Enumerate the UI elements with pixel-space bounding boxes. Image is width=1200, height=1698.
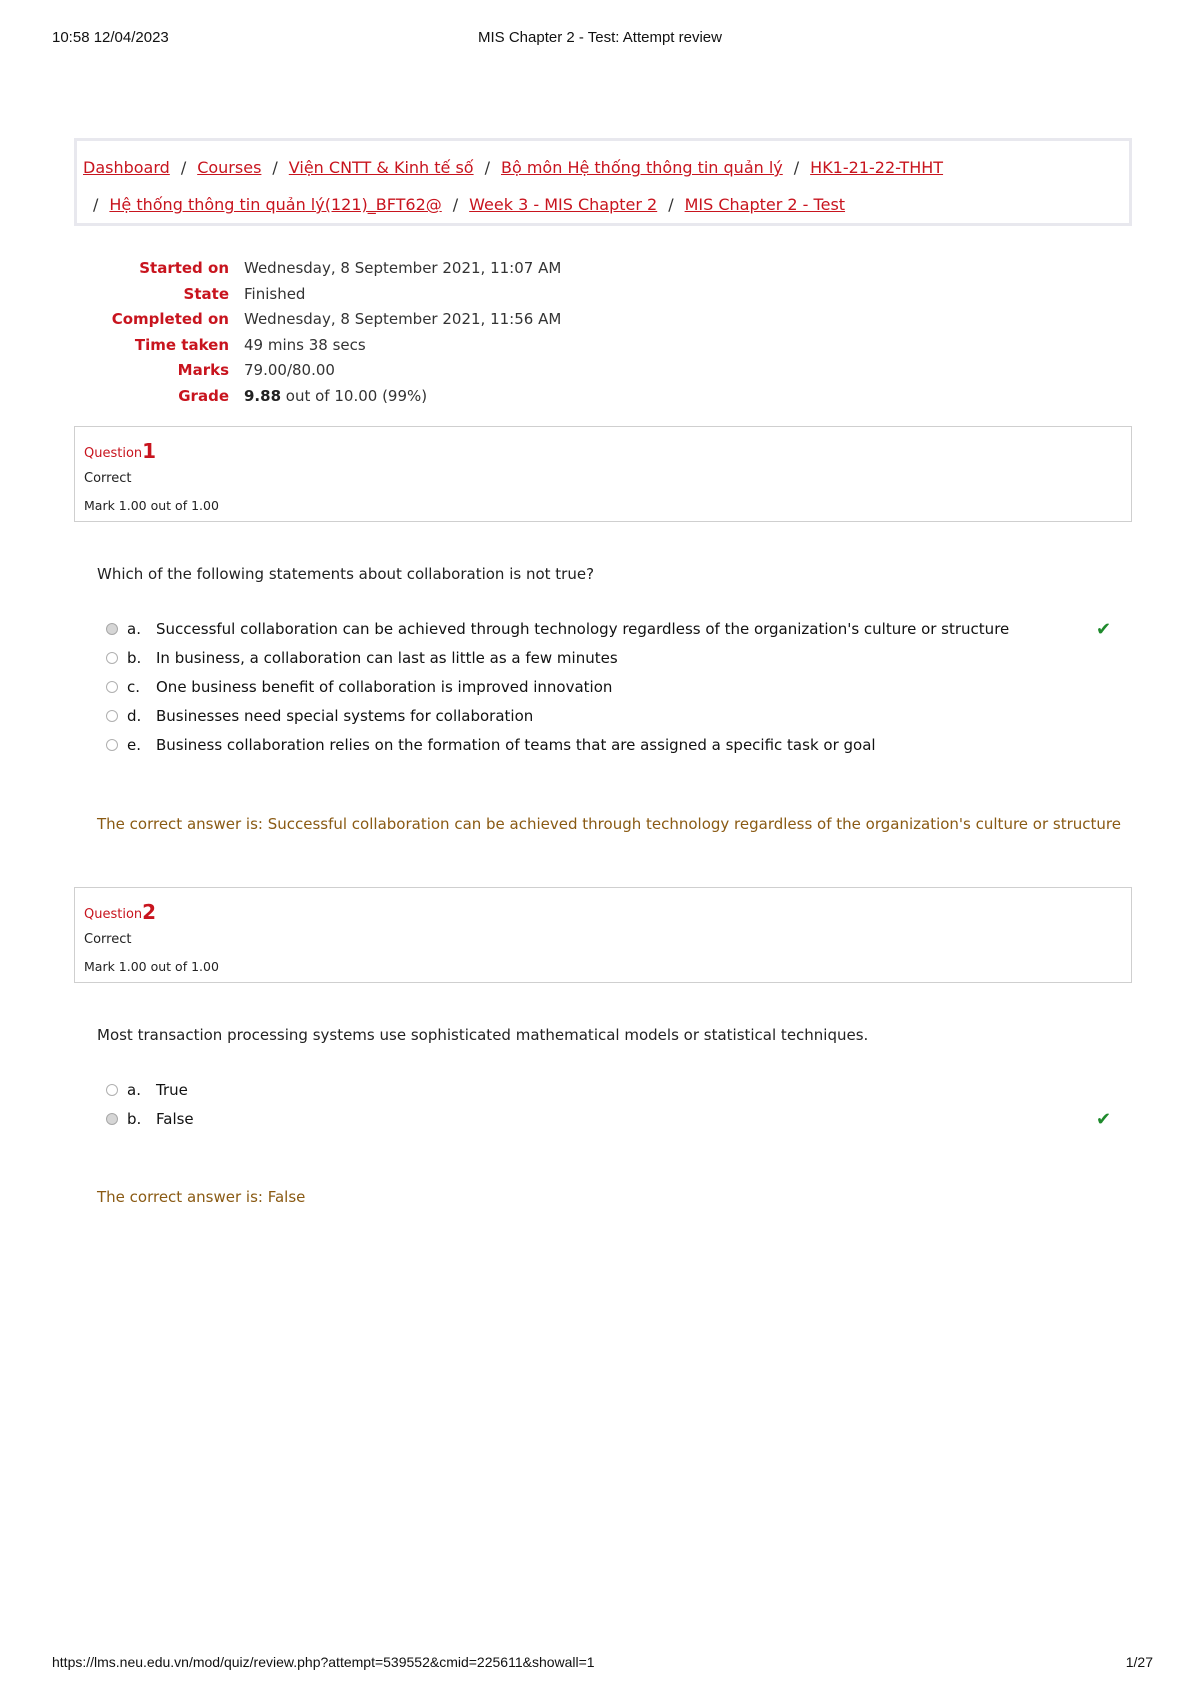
question-num: 1 [142, 439, 157, 463]
answer-letter: e. [127, 736, 141, 754]
summary-label: State [183, 284, 229, 303]
breadcrumb-institute[interactable]: Viện CNTT & Kinh tế số [288, 158, 474, 177]
radio-selected-icon[interactable] [106, 1113, 118, 1125]
summary-marks [74, 358, 774, 384]
answer-option[interactable] [106, 1105, 1116, 1134]
answer-letter: a. [127, 1081, 141, 1099]
print-header [0, 29, 1200, 49]
answer-list [106, 615, 1116, 760]
question-text: Which of the following statements about collaboration is not true? [97, 565, 595, 583]
grade-score: 9.88 [244, 386, 282, 405]
summary-label: Time taken [134, 335, 229, 354]
answer-option[interactable] [106, 615, 1116, 644]
breadcrumb-quiz[interactable]: MIS Chapter 2 - Test [684, 195, 846, 214]
answer-letter: b. [127, 1110, 142, 1128]
print-title: MIS Chapter 2 - Test: Attempt review [478, 29, 722, 46]
breadcrumb-separator: / [272, 158, 278, 177]
question-grade: Mark 1.00 out of 1.00 [84, 959, 219, 974]
print-footer [0, 1654, 1200, 1674]
question-number [84, 437, 1122, 465]
breadcrumb-separator: / [93, 195, 99, 214]
breadcrumb-line-1 [83, 149, 1123, 186]
summary-label: Marks [177, 361, 229, 379]
summary-value: Finished [244, 284, 306, 303]
answer-text: One business benefit of collaboration is improved innovation [156, 678, 613, 696]
summary-grade [74, 384, 774, 410]
print-page-number: 1/27 [1125, 1654, 1153, 1670]
radio-icon[interactable] [106, 1084, 118, 1096]
answer-letter: c. [127, 678, 141, 696]
question-label: Question [84, 907, 143, 922]
answer-text: False [156, 1110, 194, 1128]
radio-icon[interactable] [106, 739, 118, 751]
radio-icon[interactable] [106, 681, 118, 693]
answer-option[interactable] [106, 1076, 1116, 1105]
answer-text: Business collaboration relies on the formation of teams that are assigned a specific task or goal [156, 736, 876, 754]
correct-check-icon: ✔ [1096, 1109, 1112, 1130]
summary-label: Started on [139, 259, 229, 277]
answer-option[interactable] [106, 644, 1116, 673]
breadcrumb-line-2 [83, 186, 1123, 223]
question-info [74, 887, 1132, 983]
question-number [84, 898, 1122, 926]
radio-icon[interactable] [106, 710, 118, 722]
answer-text: In business, a collaboration can last as little as a few minutes [156, 649, 618, 667]
summary-value [244, 384, 427, 410]
correct-check-icon: ✔ [1096, 619, 1112, 640]
breadcrumb-separator: / [452, 195, 459, 214]
breadcrumb-course[interactable]: Hệ thống thông tin quản lý(121)_BFT62@ [109, 195, 442, 214]
question-info [74, 426, 1132, 522]
answer-letter: a. [127, 620, 141, 638]
breadcrumb-separator: / [668, 195, 674, 214]
summary-value: Wednesday, 8 September 2021, 11:56 AM [244, 310, 562, 328]
grade-rest: out of 10.00 (99%) [285, 386, 428, 405]
breadcrumb-courses[interactable]: Courses [197, 158, 262, 177]
answer-text: Successful collaboration can be achieved through technology regardless of the organization's culture or structure [156, 620, 1010, 638]
answer-text: Businesses need special systems for collaboration [156, 707, 534, 725]
summary-value: Wednesday, 8 September 2021, 11:07 AM [244, 259, 562, 277]
print-datetime: 10:58 12/04/2023 [52, 29, 169, 46]
attempt-summary [74, 256, 774, 409]
question-state: Correct [84, 471, 132, 486]
breadcrumb-separator: / [484, 158, 490, 177]
answer-letter: b. [127, 649, 142, 667]
summary-started-on [74, 256, 774, 282]
breadcrumb-term[interactable]: HK1-21-22-THHT [810, 158, 944, 177]
breadcrumb-department[interactable]: Bộ môn Hệ thống thông tin quản lý [500, 158, 783, 177]
answer-option[interactable] [106, 673, 1116, 702]
summary-value: 79.00/80.00 [244, 361, 335, 379]
question-grade: Mark 1.00 out of 1.00 [84, 498, 219, 513]
answer-option[interactable] [106, 702, 1116, 731]
radio-icon[interactable] [106, 652, 118, 664]
answer-option[interactable] [106, 731, 1116, 760]
summary-label: Completed on [111, 310, 229, 328]
question-num: 2 [142, 900, 157, 924]
breadcrumb-week[interactable]: Week 3 - MIS Chapter 2 [469, 195, 658, 214]
right-answer-feedback: The correct answer is: False [97, 1188, 306, 1206]
breadcrumb-dashboard[interactable]: Dashboard [83, 158, 170, 177]
print-url: https://lms.neu.edu.vn/mod/quiz/review.php?attempt=539552&cmid=225611&showall=1 [52, 1654, 595, 1670]
summary-label: Grade [178, 386, 229, 405]
right-answer-feedback: The correct answer is: Successful collaboration can be achieved through technology regardless of the organization's culture or structure [97, 815, 1121, 833]
summary-completed-on [74, 307, 774, 333]
question-text: Most transaction processing systems use sophisticated mathematical models or statistical techniques. [97, 1026, 869, 1044]
answer-letter: d. [127, 707, 142, 725]
answer-text: True [156, 1081, 188, 1099]
question-state: Correct [84, 932, 132, 947]
breadcrumb-separator: / [793, 158, 800, 177]
question-label: Question [84, 446, 143, 461]
answer-list [106, 1076, 1116, 1134]
summary-value: 49 mins 38 secs [244, 335, 366, 354]
summary-time-taken [74, 333, 774, 359]
breadcrumb [74, 138, 1132, 226]
breadcrumb-separator: / [180, 158, 187, 177]
summary-state [74, 282, 774, 308]
radio-selected-icon[interactable] [106, 623, 118, 635]
